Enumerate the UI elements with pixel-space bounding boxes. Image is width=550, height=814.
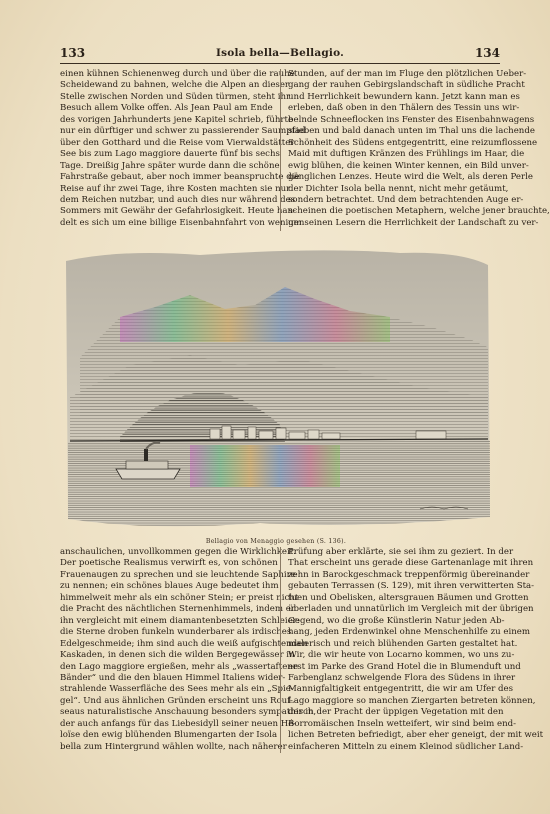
text-line: überladen und unnatürlich im Vergleich mit der übrigen bbox=[288, 604, 534, 615]
text-line: des vorigen Jahrhunderts jene Kapitel schrieb, führte bbox=[60, 114, 294, 125]
page-number-left: 133 bbox=[60, 46, 86, 60]
text-line: strahlende Wasserfläche des Sees mehr als ein „Spie- bbox=[60, 684, 294, 695]
figure-caption: Bellagio von Menaggio gesehen (S. 136). bbox=[205, 538, 347, 545]
text-line: gebauten Terrassen (S. 129), mit ihren verwitterten Sta- bbox=[288, 581, 535, 592]
text-line: Stunden, auf der man im Fluge den plötzlichen Ueber- bbox=[288, 69, 527, 79]
running-title: Isola bella—Bellagio. bbox=[216, 47, 344, 59]
text-line: Mannigfaltigkeit entgegentritt, die wir am Ufer des bbox=[288, 684, 514, 695]
text-line: ihn vergleicht mit einem diamantenbesetzten Schleier: bbox=[60, 615, 300, 626]
text-line: See bis zum Lago maggiore dauerte fünf bis sechs bbox=[60, 149, 280, 160]
text-line: die Sterne droben funkeln wunderbarer als irdisches bbox=[60, 627, 292, 638]
text-line: lichen Betreten befriedigt, aber eher geneigt, der mit weit bbox=[288, 730, 544, 741]
text-line: gang der rauhen Gebirgslandschaft in südliche Pracht bbox=[288, 80, 525, 91]
text-line: anschaulichen, unvollkommen gegen die Wirklichkeit. bbox=[60, 547, 296, 557]
text-line: Wir, die wir heute von Locarno kommen, wo uns zu- bbox=[288, 650, 515, 661]
text-line: stieben und bald danach unten im Thal uns die lachende bbox=[288, 126, 535, 137]
text-line: bella zum Hintergrund wählen wollte, nach näherer bbox=[60, 741, 287, 752]
text-line: zu nennen; ein schönes blaues Auge bedeutet ihm bbox=[60, 581, 279, 592]
text-line: delt es sich um eine billige Eisenbahnfahrt von wenigen bbox=[60, 217, 305, 228]
text-line: hang, jeden Erdenwinkel ohne Menschenhilfe zu einem bbox=[288, 627, 530, 638]
text-line: Reise auf ihr zwei Tage, ihre Kosten machten sie nur bbox=[60, 183, 291, 194]
page-number-right: 134 bbox=[474, 46, 500, 60]
header-rule bbox=[60, 63, 500, 64]
text-line: scheinen die poetischen Metaphern, welche jener brauchte, bbox=[288, 206, 550, 217]
text-line: gänglichen Lenzes. Heute wird die Welt, als deren Perle bbox=[288, 172, 533, 183]
column-divider-top bbox=[280, 69, 281, 231]
column-divider-bottom bbox=[280, 547, 281, 753]
text-line: erleben, daß oben in den Thälern des Tessin uns wir- bbox=[288, 103, 520, 114]
text-column-top-left bbox=[60, 69, 306, 229]
text-line: dem Reichen nutzbar, und auch dies nur während des bbox=[60, 194, 296, 205]
text-line: der auch anfangs für das Liebesidyll seiner neuen Hé- bbox=[60, 718, 297, 729]
text-line: Fahrstraße gebaut, aber noch immer beanspruchte die bbox=[60, 172, 300, 183]
text-line: Bänder“ und die den blauen Himmel Italiens wider- bbox=[60, 672, 286, 683]
text-line: erst im Parke des Grand Hotel die in Blumenduft und bbox=[288, 661, 521, 672]
text-line: That erscheint uns gerade diese Gartenanlage mit ihren bbox=[288, 558, 534, 569]
text-line: belnde Schneeflocken ins Fenster des Eisenbahnwagens bbox=[288, 114, 535, 125]
text-line: malerisch und reich blühenden Garten gestaltet hat. bbox=[288, 638, 518, 649]
text-line: die Pracht des nächtlichen Sternenhimmels, indem er bbox=[60, 604, 295, 615]
text-line: Tage. Dreißig Jahre später wurde dann die schöne bbox=[60, 160, 280, 171]
engraving-image bbox=[60, 247, 492, 533]
text-line: und Herrlichkeit bewundern kann. Jetzt kann man es bbox=[288, 91, 520, 102]
engraving-bellagio bbox=[60, 247, 492, 533]
text-line: über den Gotthard und die Reise vom Vierwaldstätter bbox=[60, 137, 295, 148]
text-line: Kaskaden, in denen sich die wilden Bergegewässer in bbox=[60, 650, 295, 661]
text-line: Lago maggiore so manchen Ziergarten betreten können, bbox=[288, 695, 536, 706]
text-line: der Dichter Isola bella nennt, nicht mehr getäumt, bbox=[288, 183, 509, 194]
text-column-bottom-left bbox=[60, 547, 317, 753]
text-line: Besuch allem Volke offen. Als Jean Paul am Ende bbox=[60, 103, 273, 114]
text-line: den Lago maggiore ergießen, mehr als „wassertaftene bbox=[60, 661, 298, 672]
text-line: Borromäischen Inseln wetteifert, wir sind beim end- bbox=[288, 718, 517, 729]
water-reflection bbox=[190, 445, 340, 487]
text-line: Edelgeschmeide; ihm sind auch die weiß aufgischtenden bbox=[60, 638, 308, 649]
text-line: einfacheren Mitteln zu einem Kleinod südlicher Land- bbox=[288, 741, 524, 752]
text-line: nur ein dürftiger und schwer zu passierender Saumpfad bbox=[60, 126, 306, 137]
text-line: Gegend, wo die große Künstlerin Natur jeden Ab- bbox=[288, 615, 505, 626]
text-line: Sommers mit Gewähr der Gefahrlosigkeit. Heute han- bbox=[60, 206, 296, 217]
text-line: gel“. Und aus ähnlichen Gründen erscheint uns Rouf- bbox=[60, 695, 293, 706]
text-line: einen kühnen Schienenweg durch und über die rauhe bbox=[60, 69, 295, 79]
text-line: zehn in Barockgeschmack treppenförmig übereinander bbox=[288, 569, 530, 580]
text-line: Maid mit duftigen Kränzen des Frühlings im Haar, die bbox=[288, 149, 525, 160]
text-line: tuen und Obelisken, altersgrauen Bäumen und Grotten bbox=[288, 592, 529, 603]
text-line: um seinen Lesern die Herrlichkeit der Landschaft zu ver- bbox=[288, 217, 539, 228]
text-line: ewig blühen, die keinen Winter kennen, ein Bild unver- bbox=[288, 160, 529, 171]
text-line: himmelweit mehr als ein schöner Stein; er preist nicht bbox=[60, 592, 299, 603]
text-column-top-right bbox=[288, 69, 550, 229]
text-line: Farbenglanz schwelgende Flora des Südens in ihrer bbox=[288, 672, 516, 683]
text-line: Scheidewand zu bahnen, welche die Alpen an dieser bbox=[60, 80, 290, 91]
text-line: der in der Pracht der üppigen Vegetation mit den bbox=[288, 707, 504, 718]
text-line: seaus naturalistische Anschauung besonders sympathisch, bbox=[60, 707, 317, 718]
running-header bbox=[60, 46, 500, 64]
text-line: Frauenaugen zu sprechen und sie leuchtende Saphire bbox=[60, 569, 296, 580]
text-line: Der poetische Realismus verwirft es, von schönen bbox=[60, 558, 278, 569]
text-line: sondern betrachtet. Und dem betrachtenden Auge er- bbox=[288, 194, 524, 205]
text-line: Stelle zwischen Norden und Süden türmen, steht ihr bbox=[60, 91, 291, 102]
text-line: Schönheit des Südens entgegentritt, eine reizumflossene bbox=[288, 137, 538, 148]
text-line: Prüfung aber erklärte, sie sei ihm zu geziert. In der bbox=[288, 547, 514, 557]
text-line: loïse den ewig blühenden Blumengarten der Isola bbox=[60, 730, 278, 741]
text-column-bottom-right bbox=[288, 547, 544, 753]
